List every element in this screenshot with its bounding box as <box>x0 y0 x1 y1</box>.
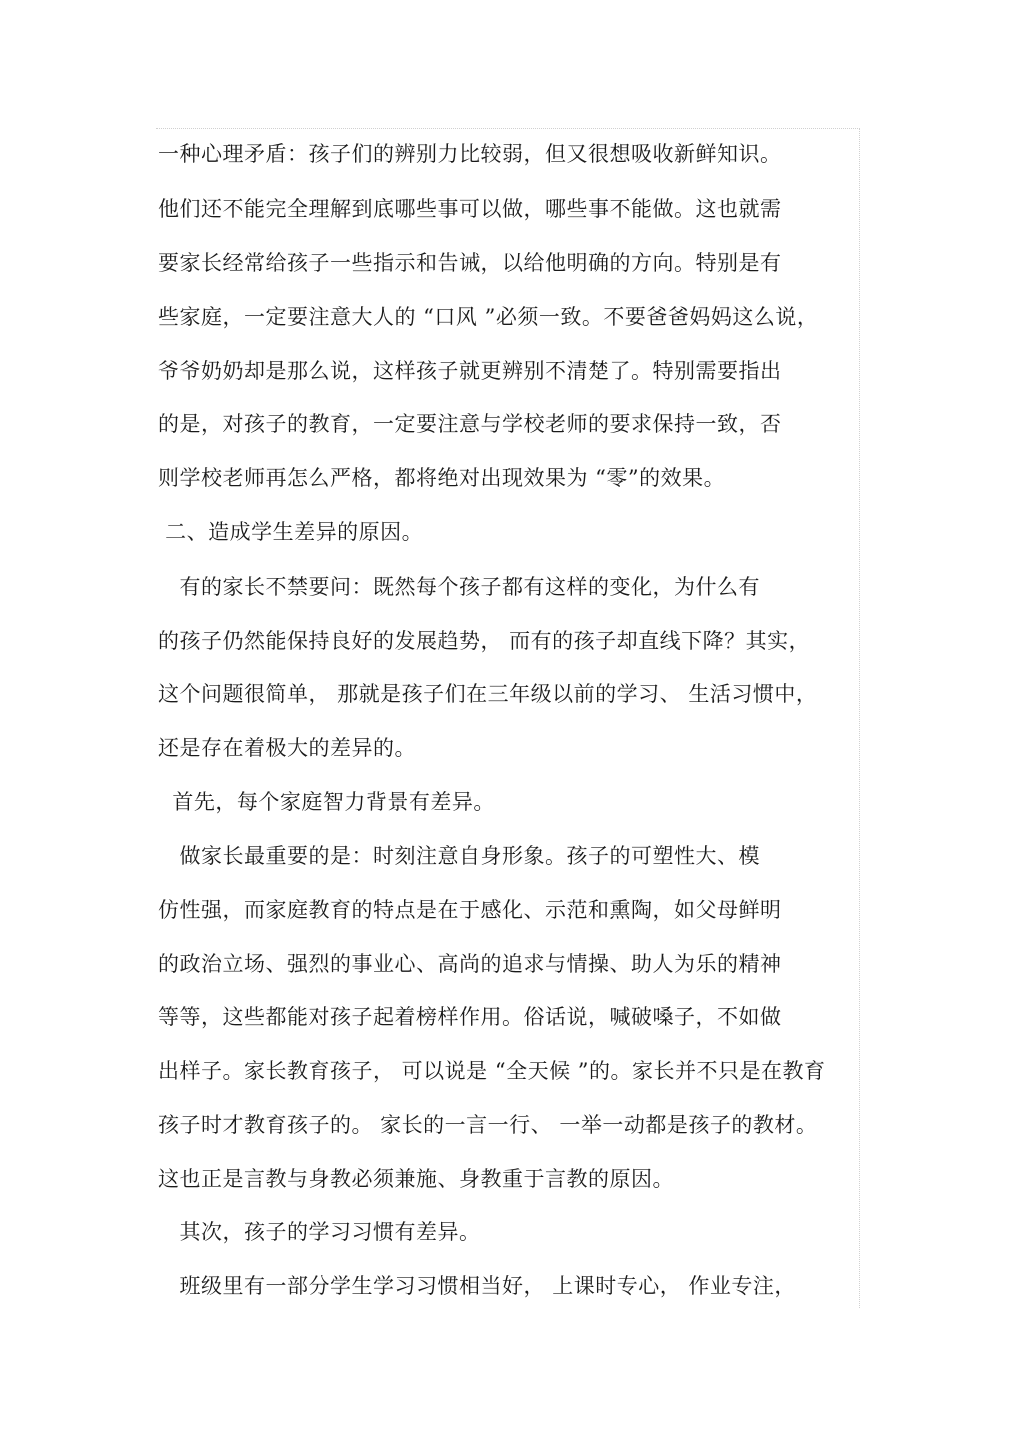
text-line: 的政治立场、强烈的事业心、高尚的追求与情操、助人为乐的精神 <box>158 952 782 976</box>
text-line: 爷爷奶奶却是那么说，这样孩子就更辨别不清楚了。特别需要指出 <box>158 359 782 383</box>
text-line: 班级里有一部分学生学习习惯相当好， 上课时专心， 作业专注， <box>158 1274 796 1298</box>
text-line: 的孩子仍然能保持良好的发展趋势， 而有的孩子却直线下降？其实， <box>158 629 811 653</box>
text-line: 则学校老师再怎么严格，都将绝对出现效果为 “零”的效果。 <box>158 466 726 490</box>
text-line: 仿性强，而家庭教育的特点是在于感化、示范和熏陶，如父母鲜明 <box>158 898 782 922</box>
section-heading: 二、造成学生差异的原因。 <box>158 520 424 544</box>
text-line: 他们还不能完全理解到底哪些事可以做，哪些事不能做。这也就需 <box>158 197 782 221</box>
text-line: 做家长最重要的是：时刻注意自身形象。孩子的可塑性大、模 <box>158 844 761 868</box>
text-line: 有的家长不禁要问：既然每个孩子都有这样的变化，为什么有 <box>158 575 761 599</box>
text-line: 要家长经常给孩子一些指示和告诫，以给他明确的方向。特别是有 <box>158 251 782 275</box>
text-line: 等等，这些都能对孩子起着榜样作用。俗话说，喊破嗓子，不如做 <box>158 1005 782 1029</box>
text-line: 还是存在着极大的差异的。 <box>158 736 416 760</box>
text-line: 出样子。家长教育孩子， 可以说是 “全天候 ”的。家长并不只是在教育 <box>158 1059 826 1083</box>
subheading: 其次，孩子的学习习惯有差异。 <box>158 1220 481 1244</box>
text-line: 这也正是言教与身教必须兼施、身教重于言教的原因。 <box>158 1167 674 1191</box>
text-line: 孩子时才教育孩子的。 家长的一言一行、 一举一动都是孩子的教材。 <box>158 1113 818 1137</box>
subheading: 首先，每个家庭智力背景有差异。 <box>158 790 495 814</box>
text-line: 些家庭，一定要注意大人的 “口风 ”必须一致。不要爸爸妈妈这么说， <box>158 305 819 329</box>
text-line: 一种心理矛盾：孩子们的辨别力比较弱，但又很想吸收新鲜知识。 <box>158 142 782 166</box>
text-line: 这个问题很简单， 那就是孩子们在三年级以前的学习、 生活习惯中， <box>158 682 818 706</box>
text-line: 的是，对孩子的教育，一定要注意与学校老师的要求保持一致，否 <box>158 412 782 436</box>
